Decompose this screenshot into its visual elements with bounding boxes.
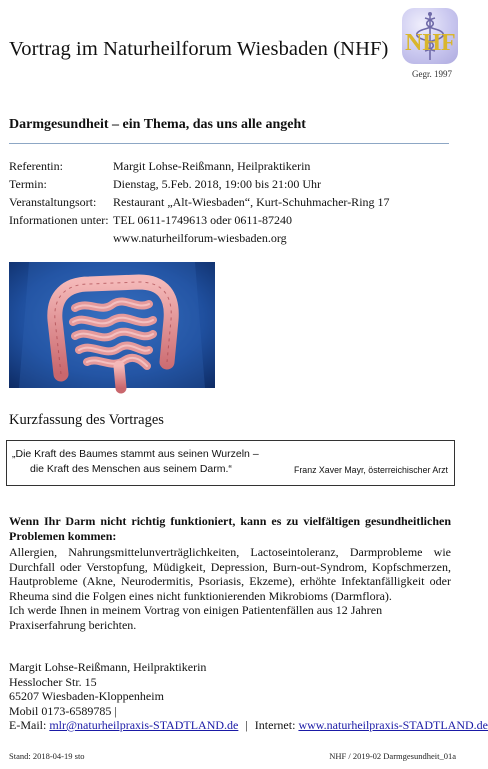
footer-doc-id: NHF / 2019-02 Darmgesundheit_01a bbox=[329, 751, 456, 761]
contact-street: Hesslocher Str. 15 bbox=[9, 674, 97, 689]
email-link[interactable]: mlr@naturheilpraxis-STADTLAND.de bbox=[49, 718, 239, 732]
contact-online bbox=[9, 718, 488, 733]
contact-name: Margit Lohse-Reißmann, Heilpraktikerin bbox=[9, 660, 207, 674]
info-row-venue bbox=[9, 193, 390, 211]
info-value: Restaurant „Alt-Wiesbaden“, Kurt-Schuhmacher-Ring 17 bbox=[113, 195, 390, 209]
summary-heading: Kurzfassung des Vortrages bbox=[9, 412, 164, 428]
info-label: Veranstaltungsort: bbox=[9, 195, 97, 209]
info-row-speaker bbox=[9, 157, 390, 175]
title-divider bbox=[9, 143, 449, 144]
info-value: TEL 0611-1749613 oder 0611-87240 bbox=[113, 213, 292, 227]
info-value: Dienstag, 5.Feb. 2018, 19:00 bis 21:00 Uhr bbox=[113, 177, 321, 191]
email-label: E-Mail: bbox=[9, 718, 47, 732]
website-link[interactable]: www.naturheilpraxis-STADTLAND.de bbox=[298, 718, 488, 732]
info-value: www.naturheilforum-wiesbaden.org bbox=[113, 231, 287, 245]
info-label: Referentin: bbox=[9, 159, 63, 173]
info-label: Informationen unter: bbox=[9, 213, 109, 227]
info-row-contact bbox=[9, 211, 390, 229]
info-row-website bbox=[9, 229, 390, 247]
logo-caption: Gegr. 1997 bbox=[412, 69, 452, 79]
info-value: Margit Lohse-Reißmann, Heilpraktikerin bbox=[113, 159, 311, 173]
topic-title: Darmgesundheit – ein Thema, das uns alle angeht bbox=[9, 117, 306, 132]
quote-line-1: „Die Kraft des Baumes stammt aus seinen Wurzeln – bbox=[12, 448, 259, 460]
contact-mobile: Mobil 0173-6589785 | bbox=[9, 703, 117, 718]
logo-letters: NHF bbox=[405, 30, 456, 56]
caduceus-icon bbox=[402, 8, 458, 64]
problems-heading: Wenn Ihr Darm nicht richtig funktioniert, kann es zu vielfältigen gesundheitlichen Problemen kommen: bbox=[9, 514, 451, 543]
talk-paragraph: Ich werde Ihnen in meinem Vortrag von einigen Patientenfällen aus 12 Jahren Praxiserfahrung berichten. bbox=[9, 603, 383, 632]
quote-line-2: die Kraft des Menschen aus seinem Darm.“ bbox=[30, 463, 232, 475]
event-info bbox=[9, 157, 390, 247]
info-row-date bbox=[9, 175, 390, 193]
contact-separator: | bbox=[245, 718, 248, 732]
contact-city: 65207 Wiesbaden-Kloppenheim bbox=[9, 689, 164, 703]
quote-author: Franz Xaver Mayr, österreichischer Arzt bbox=[294, 465, 448, 475]
internet-label: Internet: bbox=[254, 718, 296, 732]
nhf-logo bbox=[402, 8, 458, 64]
info-label bbox=[9, 229, 113, 247]
contact-block bbox=[9, 660, 488, 733]
info-label: Termin: bbox=[9, 177, 47, 191]
quote-box bbox=[6, 440, 455, 486]
problems-paragraph: Allergien, Nahrungsmittelunverträglichkeiten, Lactoseintoleranz, Darmprobleme wie Durchfall oder Verstopfung, Müdigkeit, Depression, Burn-out-Syndrom, Kopfschmerzen, Hautprobleme (Akne, Neurodermitis, Psoriasis, Ekzeme), erhöhte Infektanfälligkeit oder Rheuma sind die Folgen eines nicht funktionierenden Mikrobioms (Darmflora). bbox=[9, 545, 451, 603]
page-title: Vortrag im Naturheilforum Wiesbaden (NHF) bbox=[9, 38, 389, 60]
intestine-illustration bbox=[9, 262, 215, 388]
footer-status: Stand: 2018-04-19 sto bbox=[9, 751, 85, 761]
